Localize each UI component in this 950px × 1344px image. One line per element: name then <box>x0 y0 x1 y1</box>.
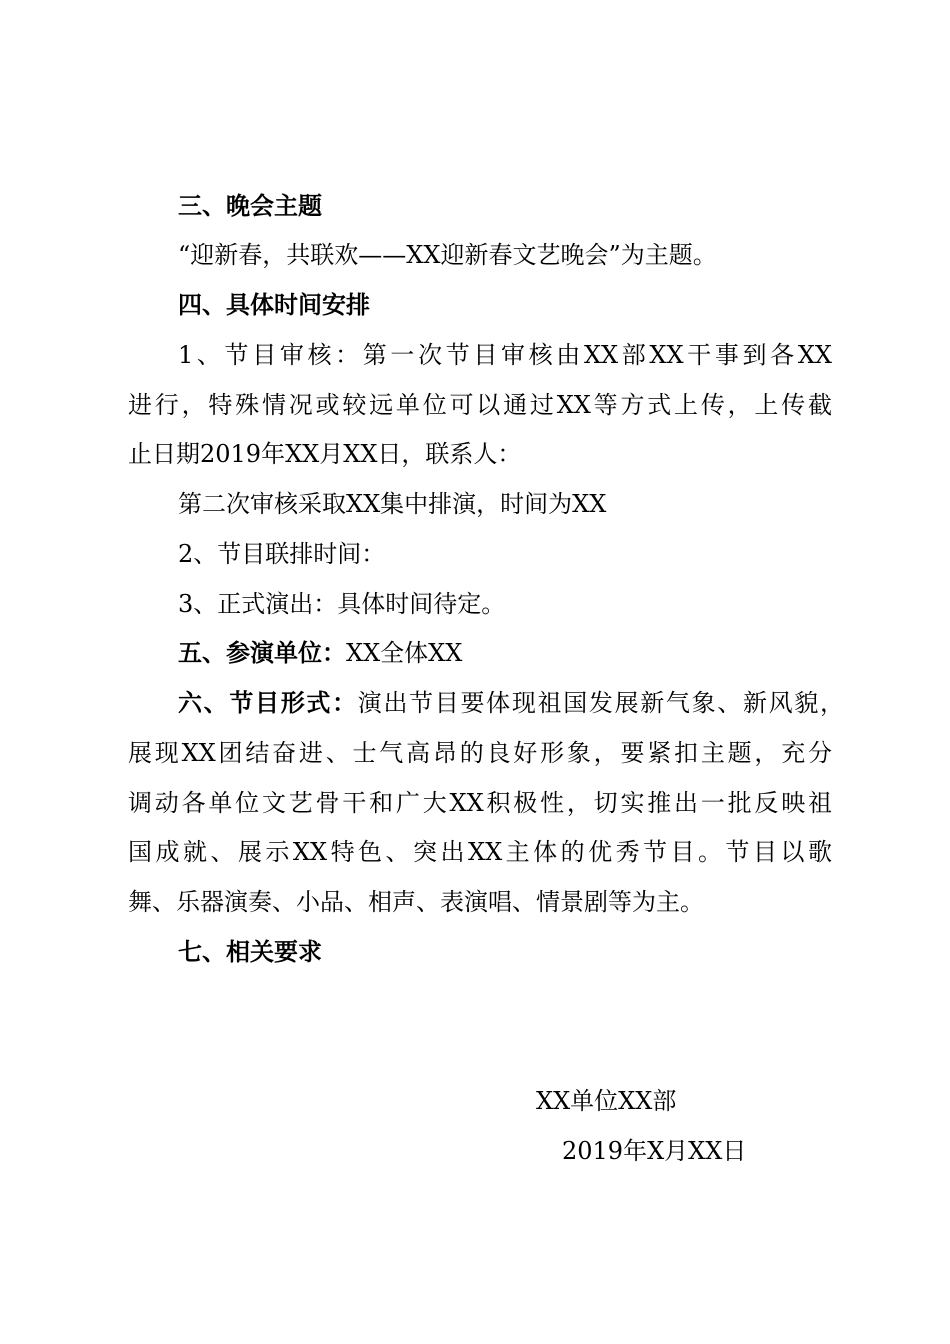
section-4-item-3: 3、正式演出：具体时间待定。 <box>178 590 506 618</box>
section-6-line-1 <box>178 687 844 719</box>
section-6-line-4: 国成就、展示XX特色、突出XX主体的优秀节目。节目以歌 <box>128 838 832 866</box>
section-4-item-1-line-3: 止日期2019年XX月XX日，联系人： <box>128 440 522 468</box>
section-3-body: “迎新春，共联欢——XX迎新春文艺晚会”为主题。 <box>178 241 717 269</box>
section-6-line-3: 调动各单位文艺骨干和广大XX积极性，切实推出一批反映祖 <box>128 789 832 817</box>
section-7-heading: 七、相关要求 <box>178 938 322 966</box>
section-4-item-1-line-1: 1、节目审核：第一次节目审核由XX部XX干事到各XX <box>178 341 832 369</box>
section-5-line <box>178 637 462 669</box>
signature-date: 2019年X月XX日 <box>562 1137 747 1165</box>
section-4-item-1-line-4: 第二次审核采取XX集中排演，时间为XX <box>178 490 607 518</box>
section-3-heading: 三、晚会主题 <box>178 192 322 220</box>
section-6-line-1-text: 演出节目要体现祖国发展新气象、新风貌， <box>357 689 845 717</box>
section-4-item-2: 2、节目联排时间： <box>178 540 386 568</box>
signature-org: XX单位XX部 <box>536 1087 677 1115</box>
section-4-heading: 四、具体时间安排 <box>178 291 370 319</box>
section-6-line-2: 展现XX团结奋进、士气高昂的良好形象，要紧扣主题，充分 <box>128 739 832 767</box>
section-6-line-5: 舞、乐器演奏、小品、相声、表演唱、情景剧等为主。 <box>128 888 704 916</box>
section-4-item-1-line-2: 进行，特殊情况或较远单位可以通过XX等方式上传，上传截 <box>128 391 832 419</box>
section-5-label: 五、参演单位： <box>178 639 346 667</box>
section-5-value: XX全体XX <box>346 639 463 667</box>
section-6-label: 六、节目形式： <box>178 689 358 717</box>
